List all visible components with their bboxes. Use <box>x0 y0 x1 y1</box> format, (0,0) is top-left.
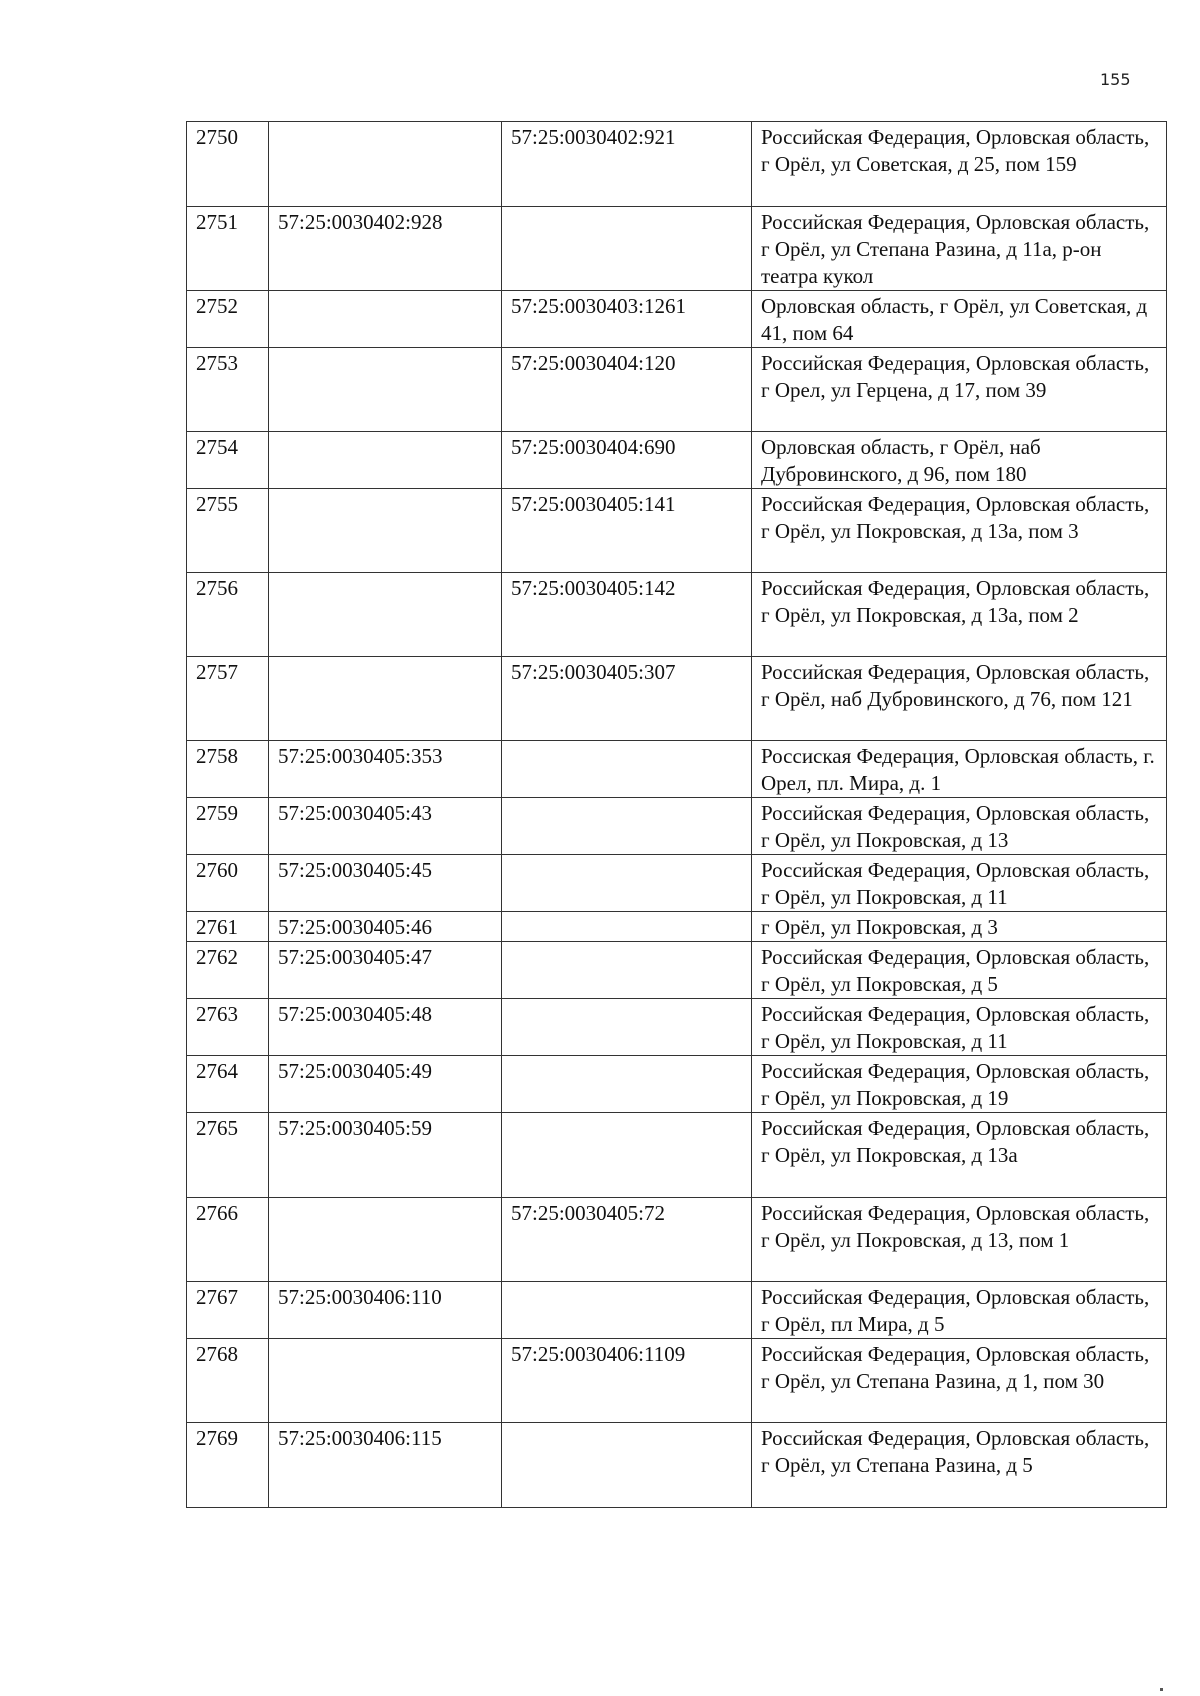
land-cadastral-cell: 57:25:0030405:49 <box>269 1056 502 1113</box>
table-row <box>187 1113 1167 1198</box>
land-cadastral-cell <box>269 573 502 657</box>
table-row <box>187 1282 1167 1339</box>
address-cell: Российская Федерация, Орловская область, г Орёл, ул Степана Разина, д 11а, р-он театра кукол <box>752 207 1167 291</box>
row-number-cell: 2756 <box>187 573 269 657</box>
table-row <box>187 657 1167 741</box>
table-row <box>187 798 1167 855</box>
land-cadastral-cell: 57:25:0030405:353 <box>269 741 502 798</box>
table-row <box>187 207 1167 291</box>
row-number-cell: 2757 <box>187 657 269 741</box>
scan-speck <box>1160 1688 1163 1691</box>
address-cell: Орловская область, г Орёл, ул Советская, д 41, пом 64 <box>752 291 1167 348</box>
table-row <box>187 291 1167 348</box>
table-row <box>187 1198 1167 1282</box>
table-row <box>187 999 1167 1056</box>
row-number-cell: 2766 <box>187 1198 269 1282</box>
row-number-cell: 2764 <box>187 1056 269 1113</box>
room-cadastral-cell <box>502 855 752 912</box>
room-cadastral-cell <box>502 1056 752 1113</box>
table-row <box>187 489 1167 573</box>
room-cadastral-cell <box>502 1282 752 1339</box>
row-number-cell: 2769 <box>187 1423 269 1508</box>
room-cadastral-cell <box>502 798 752 855</box>
address-cell: Российская Федерация, Орловская область, г Орёл, ул Покровская, д 13а <box>752 1113 1167 1198</box>
row-number-cell: 2765 <box>187 1113 269 1198</box>
room-cadastral-cell: 57:25:0030405:142 <box>502 573 752 657</box>
room-cadastral-cell: 57:25:0030405:72 <box>502 1198 752 1282</box>
room-cadastral-cell: 57:25:0030405:141 <box>502 489 752 573</box>
row-number-cell: 2752 <box>187 291 269 348</box>
row-number-cell: 2760 <box>187 855 269 912</box>
room-cadastral-cell <box>502 741 752 798</box>
room-cadastral-cell <box>502 1423 752 1508</box>
row-number-cell: 2753 <box>187 348 269 432</box>
address-cell: Российская Федерация, Орловская область, г Орёл, ул Покровская, д 13а, пом 2 <box>752 573 1167 657</box>
table-row <box>187 432 1167 489</box>
address-cell: Российская Федерация, Орловская область, г Орёл, ул Покровская, д 13, пом 1 <box>752 1198 1167 1282</box>
table-row <box>187 573 1167 657</box>
address-cell: Российская Федерация, Орловская область, г Орёл, ул Покровская, д 19 <box>752 1056 1167 1113</box>
room-cadastral-cell: 57:25:0030404:690 <box>502 432 752 489</box>
table-row <box>187 348 1167 432</box>
land-cadastral-cell: 57:25:0030405:46 <box>269 912 502 942</box>
land-cadastral-cell <box>269 348 502 432</box>
land-cadastral-cell: 57:25:0030406:110 <box>269 1282 502 1339</box>
land-cadastral-cell: 57:25:0030405:45 <box>269 855 502 912</box>
row-number-cell: 2763 <box>187 999 269 1056</box>
land-cadastral-cell <box>269 291 502 348</box>
table-row <box>187 942 1167 999</box>
room-cadastral-cell: 57:25:0030402:921 <box>502 122 752 207</box>
address-cell: Российская Федерация, Орловская область, г Орёл, ул Покровская, д 5 <box>752 942 1167 999</box>
row-number-cell: 2758 <box>187 741 269 798</box>
table-row <box>187 1056 1167 1113</box>
address-cell: Российская Федерация, Орловская область, г Орёл, ул Степана Разина, д 5 <box>752 1423 1167 1508</box>
address-cell: Россиская Федерация, Орловская область, г. Орел, пл. Мира, д. 1 <box>752 741 1167 798</box>
land-cadastral-cell <box>269 489 502 573</box>
page-number: 155 <box>1100 70 1131 89</box>
row-number-cell: 2750 <box>187 122 269 207</box>
land-cadastral-cell: 57:25:0030406:115 <box>269 1423 502 1508</box>
address-cell: Российская Федерация, Орловская область, г Орёл, ул Покровская, д 11 <box>752 999 1167 1056</box>
row-number-cell: 2754 <box>187 432 269 489</box>
address-cell: Российская Федерация, Орловская область, г Орёл, ул Покровская, д 11 <box>752 855 1167 912</box>
land-cadastral-cell: 57:25:0030405:59 <box>269 1113 502 1198</box>
land-cadastral-cell <box>269 122 502 207</box>
row-number-cell: 2759 <box>187 798 269 855</box>
land-cadastral-cell: 57:25:0030405:48 <box>269 999 502 1056</box>
registry-table <box>186 121 1167 1508</box>
room-cadastral-cell <box>502 999 752 1056</box>
room-cadastral-cell: 57:25:0030403:1261 <box>502 291 752 348</box>
room-cadastral-cell: 57:25:0030405:307 <box>502 657 752 741</box>
table-row <box>187 1339 1167 1423</box>
address-cell: Российская Федерация, Орловская область, г Орёл, пл Мира, д 5 <box>752 1282 1167 1339</box>
address-cell: г Орёл, ул Покровская, д 3 <box>752 912 1167 942</box>
address-cell: Орловская область, г Орёл, наб Дубровинского, д 96, пом 180 <box>752 432 1167 489</box>
room-cadastral-cell <box>502 1113 752 1198</box>
land-cadastral-cell <box>269 657 502 741</box>
land-cadastral-cell: 57:25:0030405:47 <box>269 942 502 999</box>
land-cadastral-cell <box>269 1198 502 1282</box>
address-cell: Российская Федерация, Орловская область, г Орел, ул Герцена, д 17, пом 39 <box>752 348 1167 432</box>
table-row <box>187 122 1167 207</box>
row-number-cell: 2755 <box>187 489 269 573</box>
table-row <box>187 855 1167 912</box>
registry-table-body <box>187 122 1167 1508</box>
row-number-cell: 2762 <box>187 942 269 999</box>
table-row <box>187 912 1167 942</box>
row-number-cell: 2751 <box>187 207 269 291</box>
room-cadastral-cell <box>502 207 752 291</box>
address-cell: Российская Федерация, Орловская область, г Орёл, ул Степана Разина, д 1, пом 30 <box>752 1339 1167 1423</box>
land-cadastral-cell: 57:25:0030405:43 <box>269 798 502 855</box>
address-cell: Российская Федерация, Орловская область, г Орёл, ул Покровская, д 13а, пом 3 <box>752 489 1167 573</box>
address-cell: Российская Федерация, Орловская область, г Орёл, ул Покровская, д 13 <box>752 798 1167 855</box>
room-cadastral-cell: 57:25:0030406:1109 <box>502 1339 752 1423</box>
land-cadastral-cell <box>269 1339 502 1423</box>
row-number-cell: 2767 <box>187 1282 269 1339</box>
table-row <box>187 741 1167 798</box>
room-cadastral-cell <box>502 912 752 942</box>
row-number-cell: 2768 <box>187 1339 269 1423</box>
address-cell: Российская Федерация, Орловская область, г Орёл, наб Дубровинского, д 76, пом 121 <box>752 657 1167 741</box>
address-cell: Российская Федерация, Орловская область, г Орёл, ул Советская, д 25, пом 159 <box>752 122 1167 207</box>
row-number-cell: 2761 <box>187 912 269 942</box>
land-cadastral-cell: 57:25:0030402:928 <box>269 207 502 291</box>
land-cadastral-cell <box>269 432 502 489</box>
room-cadastral-cell <box>502 942 752 999</box>
table-row <box>187 1423 1167 1508</box>
room-cadastral-cell: 57:25:0030404:120 <box>502 348 752 432</box>
